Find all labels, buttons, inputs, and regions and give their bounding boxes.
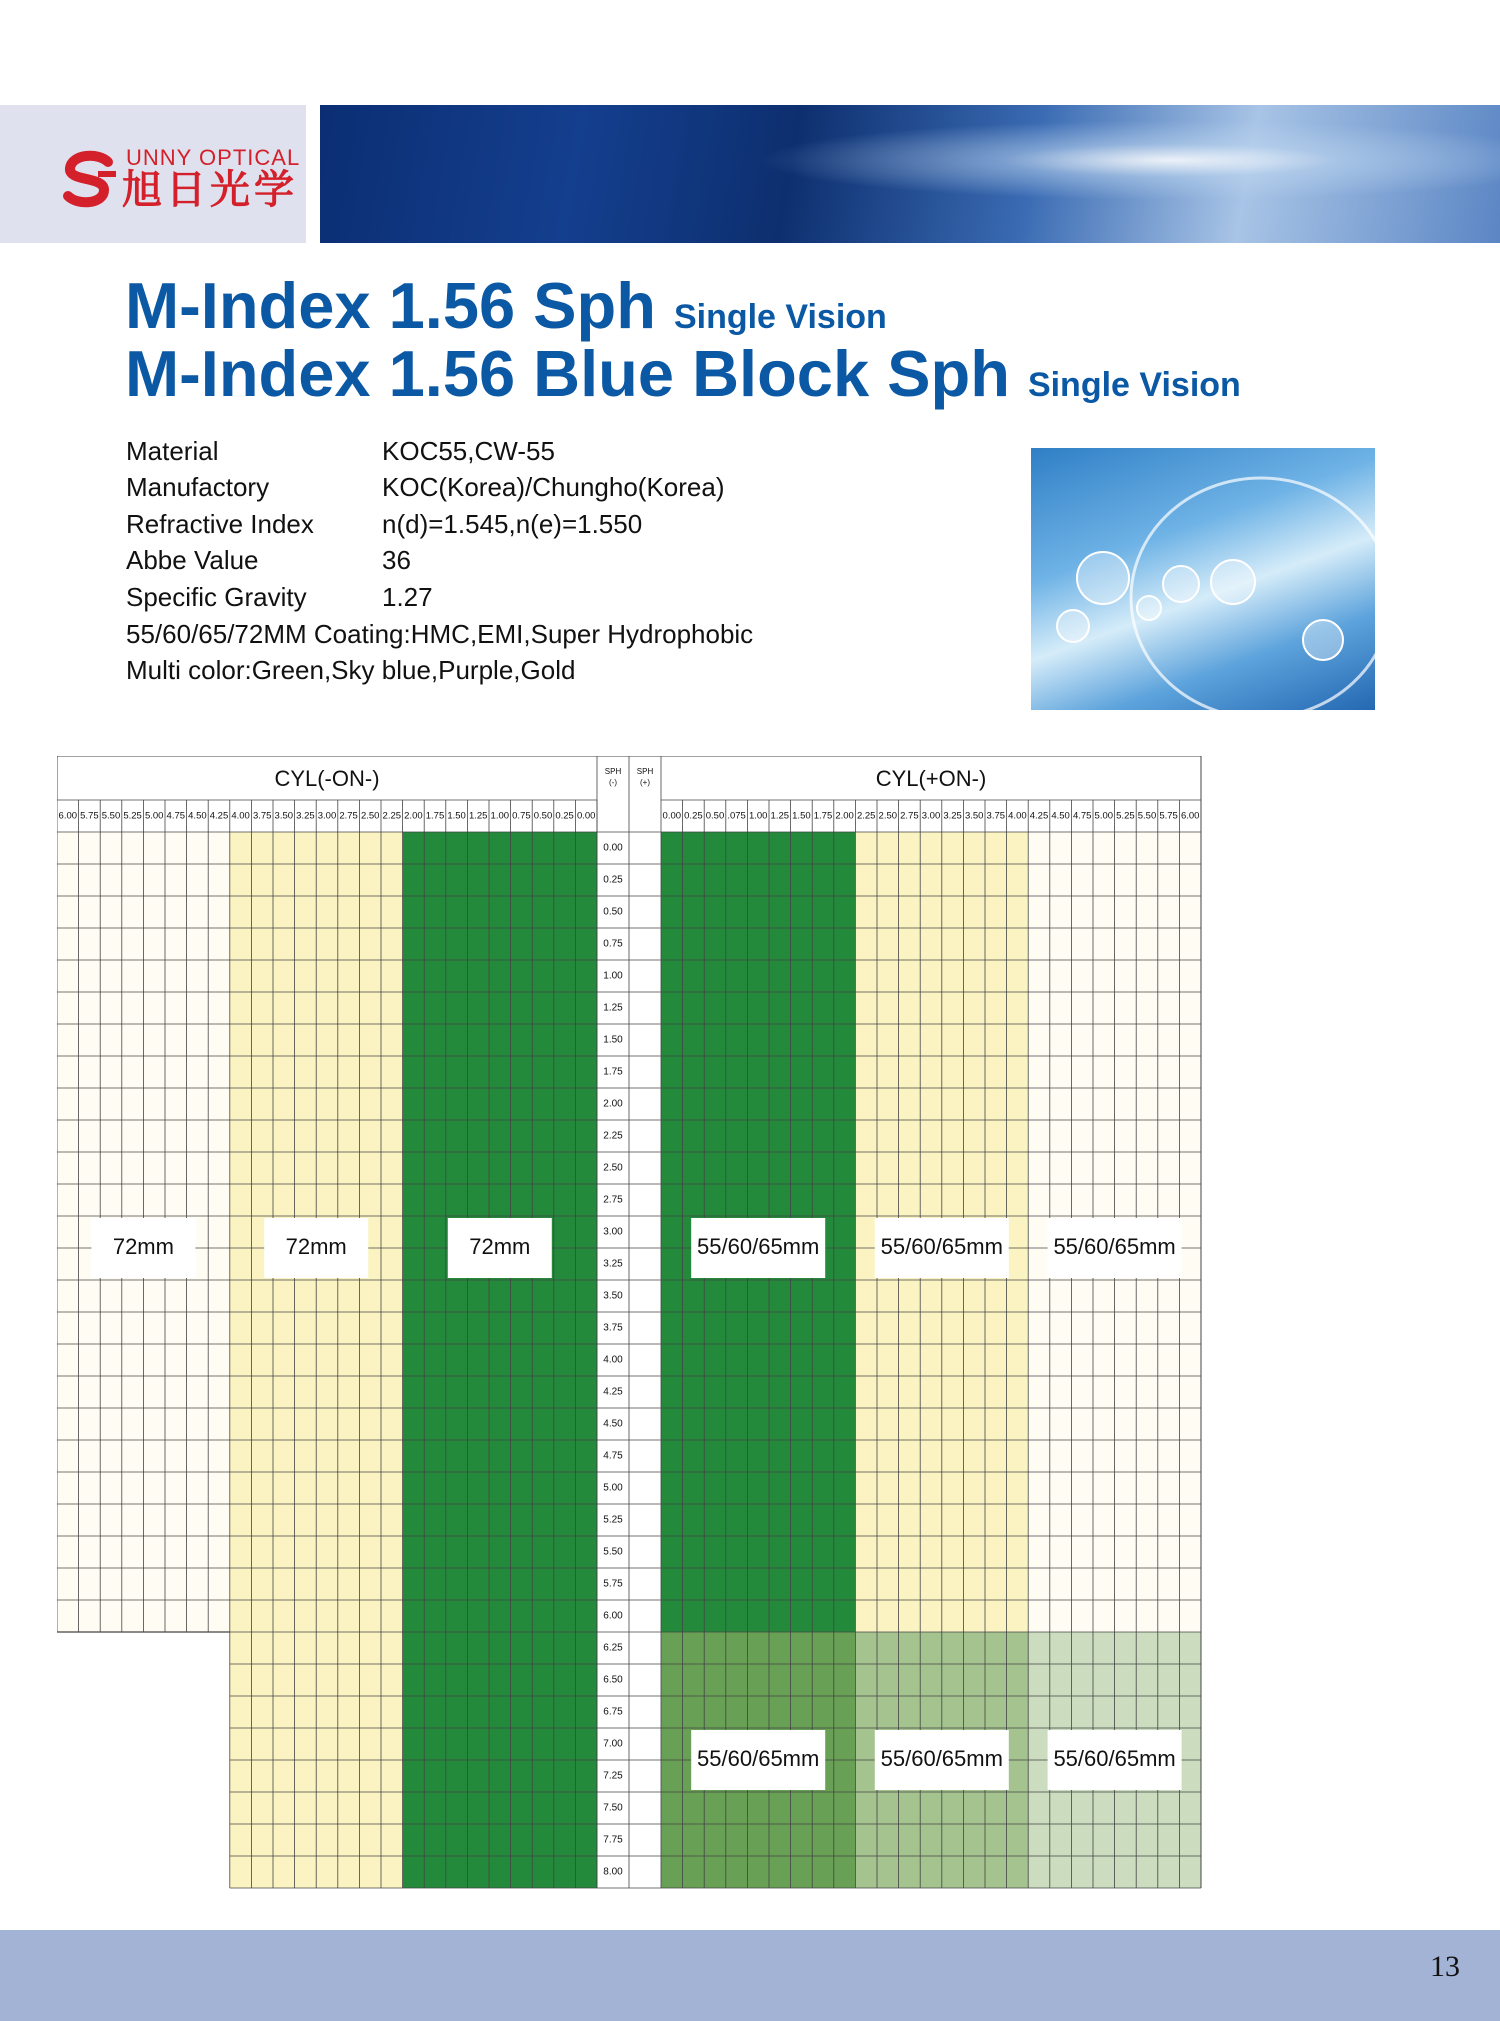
cyl-minus-tick: 1.00 [490,810,510,822]
cyl-minus-tick: 5.00 [144,810,164,822]
cyl-plus-tick: 4.00 [1008,810,1027,822]
cyl-plus-tick: 3.00 [921,810,941,822]
cyl-minus-tick: 5.50 [101,810,121,822]
sph-value-label: 0.50 [603,906,623,918]
sph-value-label: 3.75 [603,1322,623,1334]
cyl-plus-tick: 1.50 [792,810,811,822]
title-main: M-Index 1.56 Blue Block Sph [125,337,1010,410]
spec-label: Refractive Index [126,509,314,539]
sph-value-label: 1.25 [603,1002,623,1014]
sph-value-label: 5.75 [603,1578,623,1590]
cyl-minus-tick: 1.50 [447,810,466,822]
cyl-minus-tick: 4.00 [231,810,250,822]
cyl-minus-tick: 0.00 [576,810,596,822]
spec-row-abbe-value [126,542,411,578]
availability-table [57,756,1441,1894]
cyl-minus-tick: 2.50 [360,810,380,822]
cyl-plus-tick: 0.25 [684,810,703,822]
cyl-plus-tick: 3.75 [986,810,1006,822]
sph-value-label: 0.25 [603,874,623,886]
sph-plus-header: SPH [636,767,654,777]
zone-label: 55/60/65mm [1053,1233,1176,1259]
spec-row-refractive-index [126,506,642,542]
cyl-plus-tick: 4.50 [1051,810,1070,822]
cyl-minus-tick: 6.00 [58,810,78,822]
sph-minus-header: SPH [604,767,622,777]
cyl-plus-tick: 4.25 [1029,810,1049,822]
sph-value-label: 4.75 [603,1450,623,1462]
spec-label: Specific Gravity [126,582,307,612]
cyl-minus-tick: 4.50 [188,810,207,822]
product-title-1 [125,268,887,343]
cyl-plus-tick: 2.00 [835,810,854,822]
title-sub: Single Vision [673,298,887,336]
zone-label: 55/60/65mm [1053,1745,1176,1771]
spec-label: Material [126,436,219,466]
sph-value-label: 1.50 [603,1034,623,1046]
note-multi-color: Multi color:Green,Sky blue,Purple,Gold [126,655,576,685]
sph-value-label: 1.75 [603,1066,623,1078]
sph-value-label: 4.00 [603,1354,623,1366]
cyl-plus-tick: 4.75 [1072,810,1092,822]
cyl-minus-tick: 1.75 [425,810,445,822]
sph-value-label: 6.75 [603,1706,623,1718]
cyl-plus-tick: 2.50 [878,810,898,822]
sph-value-label: 3.50 [603,1290,623,1302]
spec-value: KOC(Korea)/Chungho(Korea) [382,472,725,502]
cyl-plus-tick: 5.50 [1137,810,1157,822]
cyl-minus-tick: 0.50 [533,810,553,822]
cyl-minus-tick: 1.25 [468,810,488,822]
sph-minus-header: (-) [609,778,617,788]
cyl-minus-tick: 3.75 [252,810,272,822]
cyl-plus-tick: 3.50 [964,810,984,822]
sph-value-label: 4.25 [603,1386,623,1398]
header-banner-image [320,105,1500,243]
spec-value: 36 [382,545,411,575]
spec-value: 1.27 [382,582,433,612]
cyl-minus-tick: 0.25 [555,810,574,822]
sph-value-label: 7.50 [603,1802,623,1814]
spec-row-material [126,433,555,469]
sph-value-label: 0.00 [603,842,623,854]
sph-value-label: 1.00 [603,970,623,982]
cyl-plus-tick: 0.00 [662,810,682,822]
cyl-minus-tick: 5.25 [123,810,142,822]
sph-value-label: 5.50 [603,1546,623,1558]
sph-value-label: 2.25 [603,1130,623,1142]
zone-label: 72mm [285,1233,347,1259]
logo-s-icon [58,148,122,212]
zone-label: 55/60/65mm [880,1745,1003,1771]
sph-plus-header: (+) [640,778,650,788]
product-title-2 [125,336,1241,411]
cyl-minus-tick: 5.75 [80,810,99,822]
zone-label: 55/60/65mm [697,1233,820,1259]
cyl-minus-header: CYL(-ON-) [274,765,380,791]
sph-value-label: 3.25 [603,1258,623,1270]
sph-value-label: 5.00 [603,1482,623,1494]
cyl-minus-tick: 2.25 [382,810,402,822]
zone-label: 72mm [469,1233,531,1259]
zone-label: 72mm [112,1233,174,1259]
cyl-plus-tick: 2.25 [856,810,876,822]
sph-value-label: 7.25 [603,1770,623,1782]
sph-value-label: 0.75 [603,938,623,950]
cyl-plus-tick: 3.25 [943,810,962,822]
cyl-plus-tick: 2.75 [900,810,919,822]
logo-brand-cn: 旭日光学 [122,168,298,212]
sph-value-label: 2.00 [603,1098,623,1110]
zone-minus-low [403,832,597,1888]
cyl-minus-tick: 3.50 [274,810,294,822]
sph-value-label: 7.75 [603,1834,623,1846]
sph-value-label: 5.25 [603,1514,623,1526]
cyl-minus-tick: 4.75 [166,810,186,822]
sph-value-label: 6.00 [603,1610,623,1622]
lens-photo [1031,448,1375,710]
cyl-plus-tick: 1.25 [770,810,790,822]
sph-value-label: 6.25 [603,1642,623,1654]
sph-value-label: 4.50 [603,1418,623,1430]
spec-value: n(d)=1.545,n(e)=1.550 [382,509,643,539]
cyl-plus-tick: 5.75 [1159,810,1178,822]
zone-label: 55/60/65mm [697,1745,820,1771]
sph-value-label: 2.75 [603,1194,623,1206]
cyl-plus-tick: 0.50 [705,810,725,822]
spec-row-specific-gravity [126,579,433,615]
cyl-plus-tick: 1.00 [748,810,768,822]
title-main: M-Index 1.56 Sph [125,269,656,342]
availability-grid [57,756,1441,1894]
cyl-plus-tick: 5.00 [1094,810,1114,822]
footer-bar [0,1930,1500,2021]
cyl-plus-header: CYL(+ON-) [875,765,987,791]
sph-value-label: 6.50 [603,1674,623,1686]
zone-label: 55/60/65mm [880,1233,1003,1259]
cyl-plus-tick: 5.25 [1116,810,1135,822]
cyl-minus-tick: 4.25 [209,810,229,822]
cyl-minus-tick: 3.25 [296,810,315,822]
spec-row-manufactory [126,469,725,505]
title-sub: Single Vision [1027,366,1241,404]
cyl-minus-tick: 2.75 [339,810,358,822]
cyl-plus-tick: 6.00 [1180,810,1200,822]
note-coating: 55/60/65/72MM Coating:HMC,EMI,Super Hydrophobic [126,619,754,649]
sph-value-label: 8.00 [603,1866,623,1878]
page-number: 13 [1430,1950,1460,1983]
sph-value-label: 3.00 [603,1226,623,1238]
cyl-minus-tick: 2.00 [404,810,423,822]
spec-label: Abbe Value [126,545,259,575]
cyl-plus-tick: 1.75 [813,810,833,822]
cyl-plus-tick: .075 [727,810,746,822]
cyl-minus-tick: 0.75 [512,810,531,822]
spec-label: Manufactory [126,472,270,502]
sph-value-label: 2.50 [603,1162,623,1174]
logo-brand-en: UNNY OPTICAL [126,145,301,170]
sph-value-label: 7.00 [603,1738,623,1750]
spec-value: KOC55,CW-55 [382,436,555,466]
cyl-minus-tick: 3.00 [317,810,337,822]
